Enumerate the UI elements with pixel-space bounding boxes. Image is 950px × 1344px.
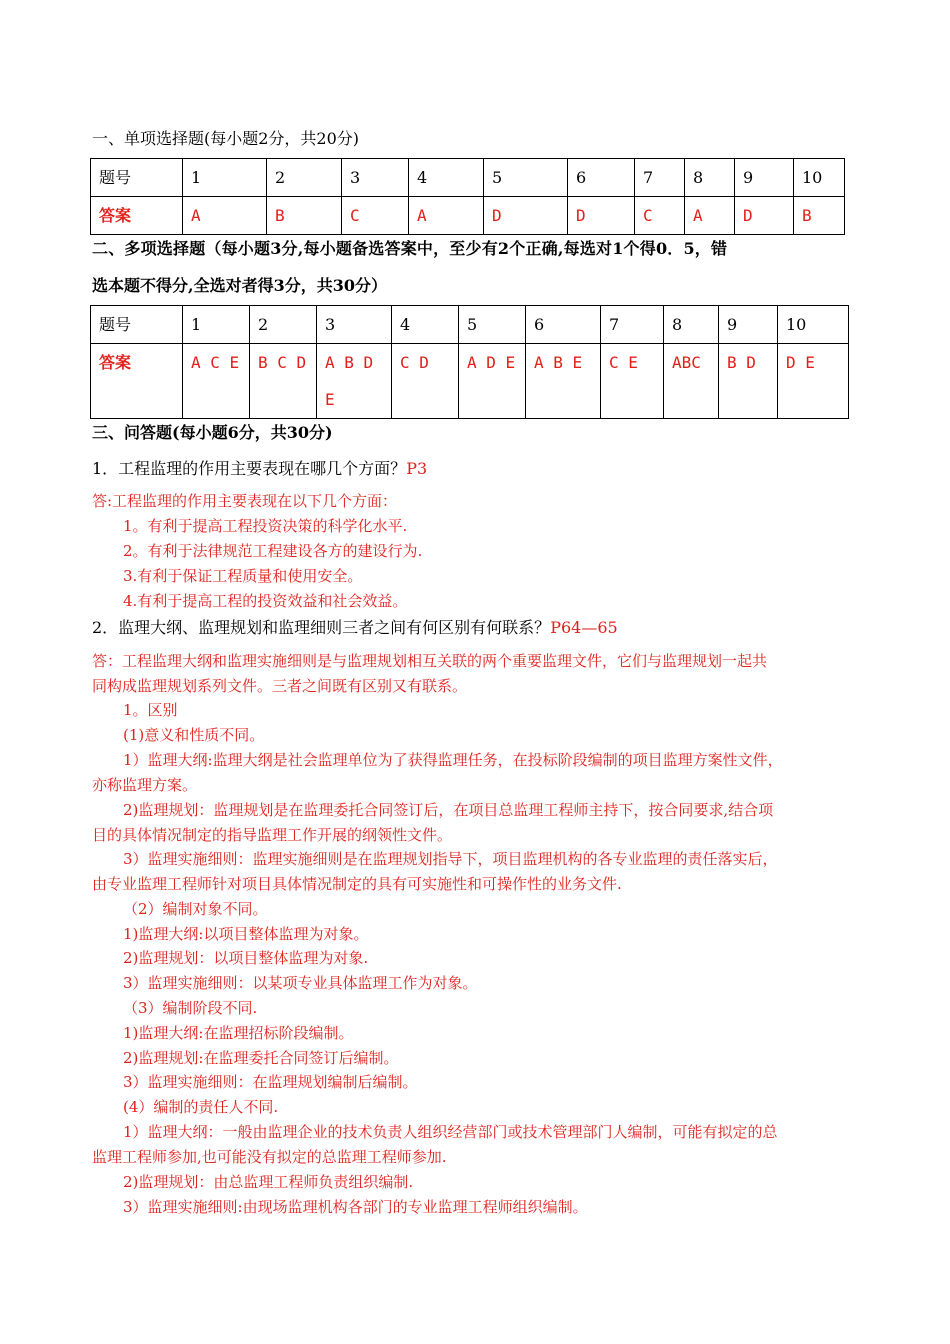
q2-line: 1）监理大纲：一般由监理企业的技术负责人组织经营部门或技术管理部门人编制，可能有拟定的总 xyxy=(123,1123,778,1141)
section2-title-line1: 二、多项选择题（每小题3分,每小题备选答案中，至少有2个正确,每选对1个得0．5，错 xyxy=(92,239,728,258)
answer-cell: D xyxy=(568,197,635,235)
answer-cell: C E xyxy=(601,344,664,419)
section3-title: 三、问答题(每小题6分，共30分) xyxy=(92,423,333,442)
answer-cell: A D E xyxy=(459,344,526,419)
question-number: 1 xyxy=(183,159,267,197)
q2-line: 2)监理规划：由总监理工程师负责组织编制. xyxy=(123,1173,414,1191)
question-number: 10 xyxy=(778,306,849,344)
q2-subheading: （2）编制对象不同。 xyxy=(123,900,268,918)
q2-question xyxy=(92,615,618,638)
q2-line: 监理工程师参加,也可能没有拟定的总监理工程师参加. xyxy=(92,1148,447,1166)
question-number: 2 xyxy=(267,159,342,197)
section1-title: 一、单项选择题(每小题2分，共20分) xyxy=(92,129,360,148)
q2-line: 亦称监理方案。 xyxy=(92,776,198,794)
answer-cell-line: A B D xyxy=(325,353,374,372)
header-label: 题号 xyxy=(91,306,183,344)
question-number: 9 xyxy=(719,306,778,344)
answer-cell: B xyxy=(794,197,845,235)
question-number: 5 xyxy=(484,159,568,197)
question-number: 7 xyxy=(601,306,664,344)
answer-cell: D xyxy=(484,197,568,235)
answer-cell: C xyxy=(635,197,685,235)
section2-table xyxy=(90,305,849,419)
question-number: 4 xyxy=(409,159,484,197)
question-number: 4 xyxy=(392,306,459,344)
answer-cell: D E xyxy=(778,344,849,419)
section2-header-row xyxy=(91,306,849,344)
q1-question xyxy=(92,456,427,479)
section1-answer-row xyxy=(91,197,845,235)
answer-cell: B D xyxy=(719,344,778,419)
q2-line: 由专业监理工程师针对项目具体情况制定的具有可实施性和可操作性的业务文件. xyxy=(92,875,622,893)
answer-cell: A B E xyxy=(526,344,601,419)
question-number: 7 xyxy=(635,159,685,197)
answer-cell-wrap: E xyxy=(325,390,335,409)
question-number: 3 xyxy=(342,159,409,197)
q1-answer-intro: 答:工程监理的作用主要表现在以下几个方面： xyxy=(92,492,398,510)
answer-cell: B C D xyxy=(250,344,317,419)
question-number: 2 xyxy=(250,306,317,344)
q1-question-text: 1．工程监理的作用主要表现在哪几个方面？ xyxy=(92,459,407,478)
header-label: 题号 xyxy=(91,159,183,197)
answer-cell xyxy=(317,344,392,419)
answer-cell: ABC xyxy=(664,344,719,419)
question-number: 6 xyxy=(526,306,601,344)
q1-point: 2。有利于法律规范工程建设各方的建设行为. xyxy=(123,542,423,560)
q2-line: 3）监理实施细则：以某项专业具体监理工作为对象。 xyxy=(123,974,478,992)
answer-cell: A C E xyxy=(183,344,250,419)
section1-header-row xyxy=(91,159,845,197)
answer-cell: D xyxy=(735,197,794,235)
q2-answer-line: 答：工程监理大纲和监理实施细则是与监理规划相互关联的两个重要监理文件，它们与监理规划一起共 xyxy=(92,652,768,670)
q1-point: 4.有利于提高工程的投资效益和社会效益。 xyxy=(123,592,408,610)
question-number: 3 xyxy=(317,306,392,344)
question-number: 9 xyxy=(735,159,794,197)
question-number: 6 xyxy=(568,159,635,197)
q2-line: 3）监理实施细则：监理实施细则是在监理规划指导下，项目监理机构的各专业监理的责任落实后， xyxy=(123,850,778,868)
q2-line: 1)监理大纲:在监理招标阶段编制。 xyxy=(123,1024,354,1042)
q2-line: 1）监理大纲:监理大纲是社会监理单位为了获得监理任务，在投标阶段编制的项目监理方案性文件， xyxy=(123,751,783,769)
question-number: 8 xyxy=(685,159,735,197)
q2-line: 2)监理规划：以项目整体监理为对象. xyxy=(123,949,369,967)
question-number: 5 xyxy=(459,306,526,344)
question-number: 8 xyxy=(664,306,719,344)
section1-table xyxy=(90,158,845,235)
q1-point: 1。有利于提高工程投资决策的科学化水平. xyxy=(123,517,408,535)
q2-subheading: （3）编制阶段不同. xyxy=(123,999,258,1017)
q2-line: 3）监理实施细则：在监理规划编制后编制。 xyxy=(123,1073,418,1091)
q2-line: 目的具体情况制定的指导监理工作开展的纲领性文件。 xyxy=(92,826,453,844)
q2-line: 1)监理大纲:以项目整体监理为对象。 xyxy=(123,925,369,943)
q2-subheading: (4）编制的责任人不同. xyxy=(123,1098,279,1116)
answer-cell: A xyxy=(685,197,735,235)
q2-line: 3）监理实施细则:由现场监理机构各部门的专业监理工程师组织编制。 xyxy=(123,1198,588,1216)
answer-cell: A xyxy=(183,197,267,235)
q1-page-ref: P3 xyxy=(406,459,428,478)
q2-answer-line: 同构成监理规划系列文件。三者之间既有区别又有联系。 xyxy=(92,677,468,695)
q1-point: 3.有利于保证工程质量和使用安全。 xyxy=(123,567,363,585)
answer-cell: A xyxy=(409,197,484,235)
q2-line: 2)监理规划：监理规划是在监理委托合同签订后，在项目总监理工程师主持下，按合同要求,结合项 xyxy=(123,801,774,819)
answer-label: 答案 xyxy=(91,344,183,419)
answer-label: 答案 xyxy=(91,197,183,235)
q2-page-ref: P64—65 xyxy=(550,618,618,637)
section2-title-line2: 选本题不得分,全选对者得3分，共30分） xyxy=(92,276,387,295)
q2-subheading: (1)意义和性质不同。 xyxy=(123,726,265,744)
answer-cell: C xyxy=(342,197,409,235)
answer-cell: C D xyxy=(392,344,459,419)
answer-cell: B xyxy=(267,197,342,235)
question-number: 1 xyxy=(183,306,250,344)
section2-answer-row xyxy=(91,344,849,419)
q2-line: 2)监理规划:在监理委托合同签订后编制。 xyxy=(123,1049,399,1067)
question-number: 10 xyxy=(794,159,845,197)
q2-diff-title: 1。区别 xyxy=(123,701,178,719)
q2-question-text: 2．监理大纲、监理规划和监理细则三者之间有何区别有何联系？ xyxy=(92,618,551,637)
